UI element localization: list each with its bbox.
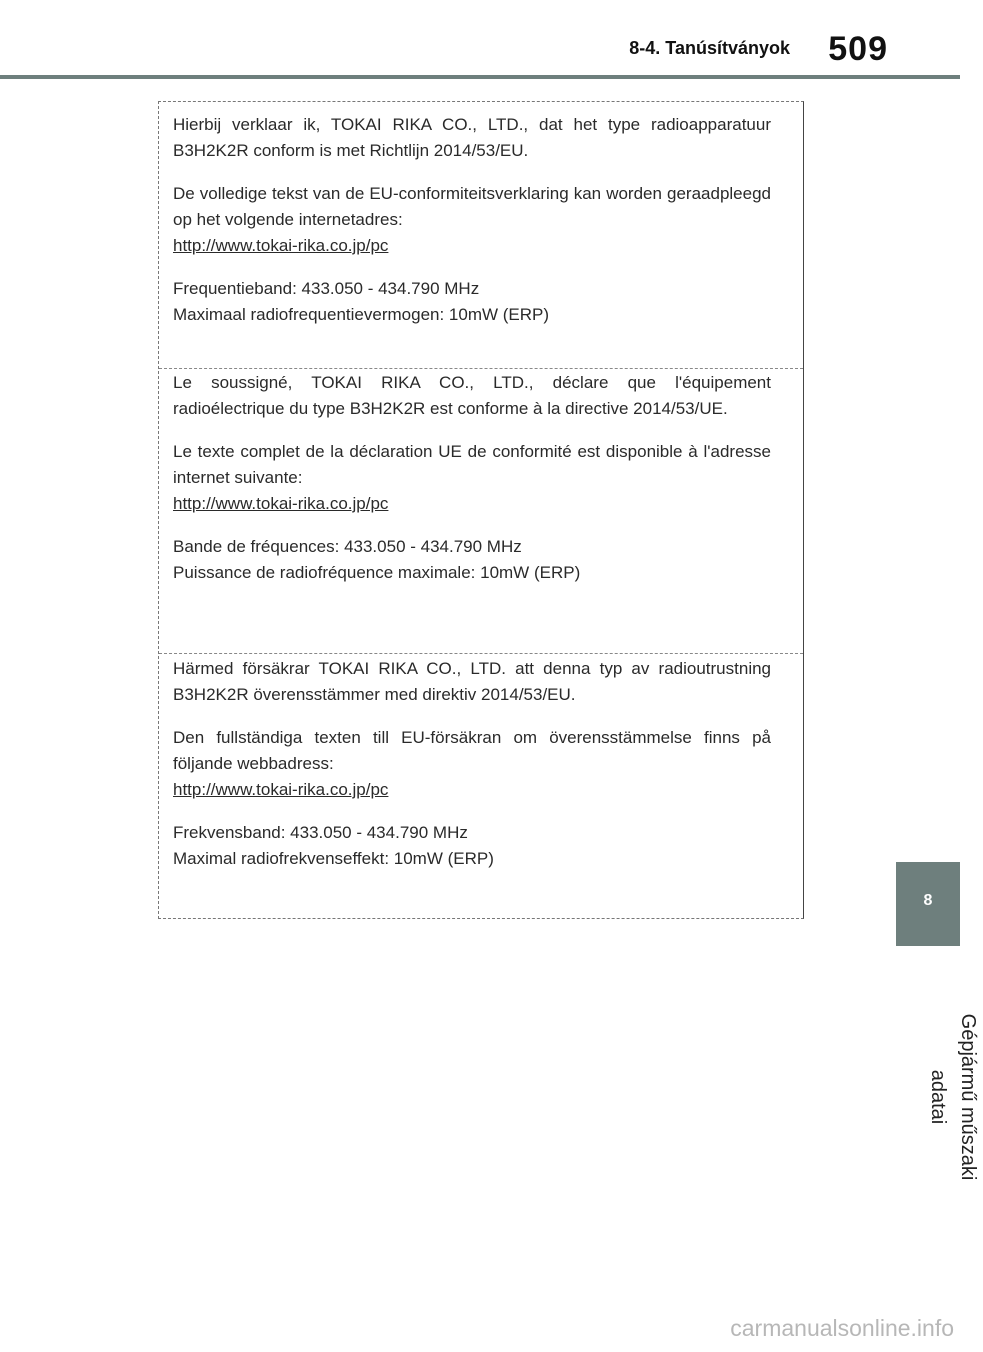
declaration-link[interactable]: http://www.tokai-rika.co.jp/pc xyxy=(173,494,389,513)
declaration-link[interactable]: http://www.tokai-rika.co.jp/pc xyxy=(173,236,389,255)
max-power: Maximaal radiofrequentievermogen: 10mW (ERP) xyxy=(173,305,550,324)
declaration-fulltext-note: De volledige tekst van de EU-conformiteitsverklaring kan worden geraadpleegd op het volgende internetadres: xyxy=(173,184,771,229)
section-title: 8-4. Tanúsítványok xyxy=(629,38,790,58)
declaration-fulltext-note: Le texte complet de la déclaration UE de conformité est disponible à l'adresse internet suivante: xyxy=(173,442,771,487)
frequency-band: Bande de fréquences: 433.050 - 434.790 MHz xyxy=(173,537,522,556)
declaration-block-swedish xyxy=(159,656,803,872)
max-power: Maximal radiofrekvenseffekt: 10mW (ERP) xyxy=(173,849,494,868)
watermark: carmanualsonline.info xyxy=(730,1315,954,1341)
declaration-block-dutch xyxy=(159,112,803,328)
declaration-statement: Hierbij verklaar ik, TOKAI RIKA CO., LTD., dat het type radioapparatuur B3H2K2R conform is met Richtlijn 2014/53/EU. xyxy=(173,115,771,160)
declaration-link[interactable]: http://www.tokai-rika.co.jp/pc xyxy=(173,780,389,799)
declaration-fulltext-note: Den fullständiga texten till EU-försäkran om överensstämmelse finns på följande webbadress: xyxy=(173,728,771,773)
block-separator xyxy=(159,653,803,654)
frequency-band: Frequentieband: 433.050 - 434.790 MHz xyxy=(173,279,480,298)
declaration-statement: Le soussigné, TOKAI RIKA CO., LTD., déclare que l'équipement radioélectrique du type B3H2K2R est conforme à la directive 2014/53/UE. xyxy=(173,373,771,418)
header-rule xyxy=(0,75,960,79)
declaration-statement: Härmed försäkrar TOKAI RIKA CO., LTD. att denna typ av radioutrustning B3H2K2R överensstämmer med direktiv 2014/53/EU. xyxy=(173,659,771,704)
max-power: Puissance de radiofréquence maximale: 10mW (ERP) xyxy=(173,563,581,582)
frequency-band: Frekvensband: 433.050 - 434.790 MHz xyxy=(173,823,468,842)
chapter-number: 8 xyxy=(923,892,933,909)
block-separator xyxy=(159,368,803,369)
chapter-label: Gépjármű műszaki adatai xyxy=(927,1013,979,1181)
declaration-box xyxy=(158,101,804,919)
page-header xyxy=(0,30,960,76)
page-number: 509 xyxy=(828,30,888,68)
declaration-block-french xyxy=(159,370,803,586)
chapter-tab[interactable] xyxy=(896,862,960,946)
